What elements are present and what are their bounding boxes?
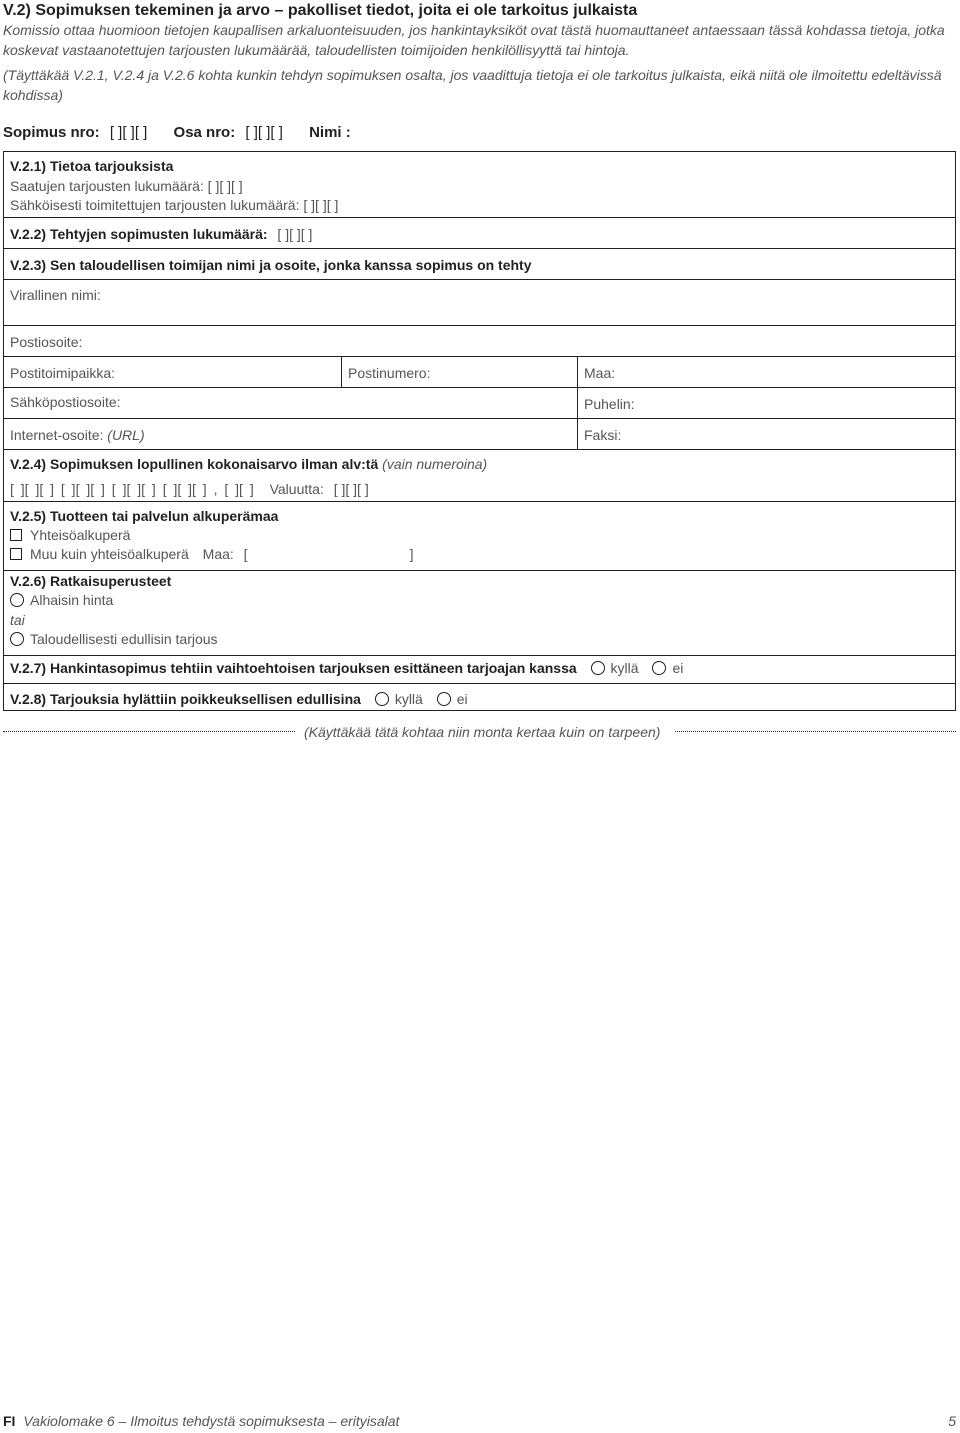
section-title: V.2) Sopimuksen tekeminen ja arvo – pakolliset tiedot, joita ei ole tarkoitus julkaista (3, 2, 638, 19)
url-label: (URL) (107, 427, 145, 443)
divider (3, 418, 956, 419)
postal-address-field[interactable]: Postiosoite: (10, 334, 83, 350)
divider (577, 356, 578, 449)
meat-radio[interactable] (10, 632, 24, 646)
or-label: tai (10, 612, 25, 628)
dotted-rule-right (675, 731, 956, 732)
origin-non-eu-option[interactable] (10, 546, 413, 562)
origin-non-eu-checkbox[interactable] (10, 548, 22, 560)
v27-no-label: ei (672, 660, 684, 676)
origin-non-eu-label: Muu kuin yhteisöalkuperä (30, 546, 189, 562)
footer-form-name: Vakiolomake 6 – Ilmoitus tehdystä sopimuksesta – erityisalat (23, 1413, 400, 1429)
v24-heading-note: (vain numeroina) (382, 456, 488, 472)
lowest-price-radio[interactable] (10, 593, 24, 607)
v26-heading: V.2.6) Ratkaisuperusteet (10, 573, 172, 589)
v28-no-radio[interactable] (437, 692, 451, 706)
origin-country-field[interactable] (244, 546, 414, 562)
meat-label: Taloudellisesti edullisin tarjous (30, 631, 218, 647)
footer (3, 1413, 399, 1429)
fill-instruction-line-2: kohdissa) (3, 87, 63, 103)
country-field[interactable]: Maa: (584, 365, 616, 381)
title-label: Nimi : (309, 124, 351, 141)
footer-language: FI (3, 1413, 16, 1429)
v28-row (10, 691, 468, 707)
v28-no-label: ei (456, 691, 468, 707)
v24-value-row (10, 481, 369, 497)
v28-heading: V.2.8) Tarjouksia hylättiin poikkeuksellisen edullisina (10, 691, 361, 707)
total-value-field[interactable]: [ ][ ][ ] [ ][ ][ ] [ ][ ][ ] [ ][ ][ ] , [ ][ ] (10, 481, 254, 497)
fill-instruction-line-1: (Täyttäkää V.2.1, V.2.4 ja V.2.6 kohta kunkin tehdyn sopimuksen osalta, jos vaadittuja tietoja ei ole tarkoitus julkaista, eikä niitä ole ilmoitettu edeltävissä (3, 67, 942, 83)
contracts-count-field[interactable]: [ ][ ][ ] (277, 226, 313, 242)
note-line-1: Komissio ottaa huomioon tietojen kaupallisen arkaluonteisuuden, jos hankintayksiköt ovat tästä huomauttaneet antaessaan tässä kohdassa tietoja, jotka (3, 22, 945, 38)
note-line-2: koskevat vastaanotettujen tarjousten lukumäärää, taloudellisten toimijoiden henkilöllisyyttä tai hintoja. (3, 42, 630, 58)
page-number: 5 (948, 1413, 956, 1429)
lot-number-label: Osa nro: (173, 124, 236, 141)
lowest-price-label: Alhaisin hinta (30, 592, 114, 608)
divider (3, 449, 956, 450)
divider (3, 325, 956, 326)
divider (3, 279, 956, 280)
v22-row (10, 226, 312, 242)
town-field[interactable]: Postitoimipaikka: (10, 365, 116, 381)
v27-row (10, 660, 683, 676)
lot-number-field[interactable]: [ ][ ][ ] (245, 124, 283, 141)
divider (3, 655, 956, 656)
divider (3, 683, 956, 684)
divider (3, 356, 956, 357)
divider (341, 356, 342, 387)
v27-heading: V.2.7) Hankintasopimus tehtiin vaihtoehtoisen tarjouksen esittäneen tarjoajan kanssa (10, 660, 577, 676)
phone-field[interactable]: Puhelin: (584, 396, 635, 412)
v24-heading: V.2.4) Sopimuksen lopullinen kokonaisarvo ilman alv:tä (10, 456, 379, 472)
internet-field[interactable] (10, 427, 145, 443)
electronic-offers-field[interactable]: Sähköisesti toimitettujen tarjousten lukumäärä: [ ][ ][ ] (10, 197, 339, 213)
lowest-price-option[interactable] (10, 592, 113, 608)
v27-yes-radio[interactable] (591, 661, 605, 675)
v27-yes-label: kyllä (610, 660, 639, 676)
origin-eu-checkbox[interactable] (10, 529, 22, 541)
repeat-note: (Käyttäkää tätä kohtaa niin monta kertaa kuin on tarpeen) (304, 724, 661, 740)
origin-eu-option[interactable] (10, 527, 130, 543)
divider (3, 570, 956, 571)
v23-heading: V.2.3) Sen taloudellisen toimijan nimi ja osoite, jonka kanssa sopimus on tehty (10, 257, 532, 273)
v24-heading-row (10, 456, 487, 472)
currency-label: Valuutta: (269, 481, 324, 497)
fax-field[interactable]: Faksi: (584, 427, 622, 443)
divider (3, 501, 956, 502)
v22-heading: V.2.2) Tehtyjen sopimusten lukumäärä: (10, 226, 268, 242)
v28-yes-radio[interactable] (375, 692, 389, 706)
contract-row (3, 124, 351, 141)
v27-no-radio[interactable] (652, 661, 666, 675)
origin-eu-label: Yhteisöalkuperä (30, 527, 131, 543)
postal-code-field[interactable]: Postinumero: (348, 365, 431, 381)
country-box-close: ] (409, 546, 414, 562)
divider (3, 387, 956, 388)
country-box-open: [ (243, 546, 248, 562)
internet-label: Internet-osoite: (10, 427, 104, 443)
origin-country-label: Maa: (202, 546, 234, 562)
currency-field[interactable]: [ ][ ][ ] (333, 481, 369, 497)
received-offers-field[interactable]: Saatujen tarjousten lukumäärä: [ ][ ][ ] (10, 178, 243, 194)
dotted-rule-left (3, 731, 295, 732)
official-name-field[interactable]: Virallinen nimi: (10, 287, 101, 303)
contract-number-label: Sopimus nro: (3, 124, 100, 141)
email-field[interactable]: Sähköpostiosoite: (10, 394, 121, 410)
divider (3, 217, 956, 218)
v28-yes-label: kyllä (394, 691, 423, 707)
contract-number-field[interactable]: [ ][ ][ ] (109, 124, 148, 141)
v21-heading: V.2.1) Tietoa tarjouksista (10, 158, 174, 174)
v25-heading: V.2.5) Tuotteen tai palvelun alkuperämaa (10, 508, 279, 524)
divider (3, 248, 956, 249)
meat-option[interactable] (10, 631, 218, 647)
